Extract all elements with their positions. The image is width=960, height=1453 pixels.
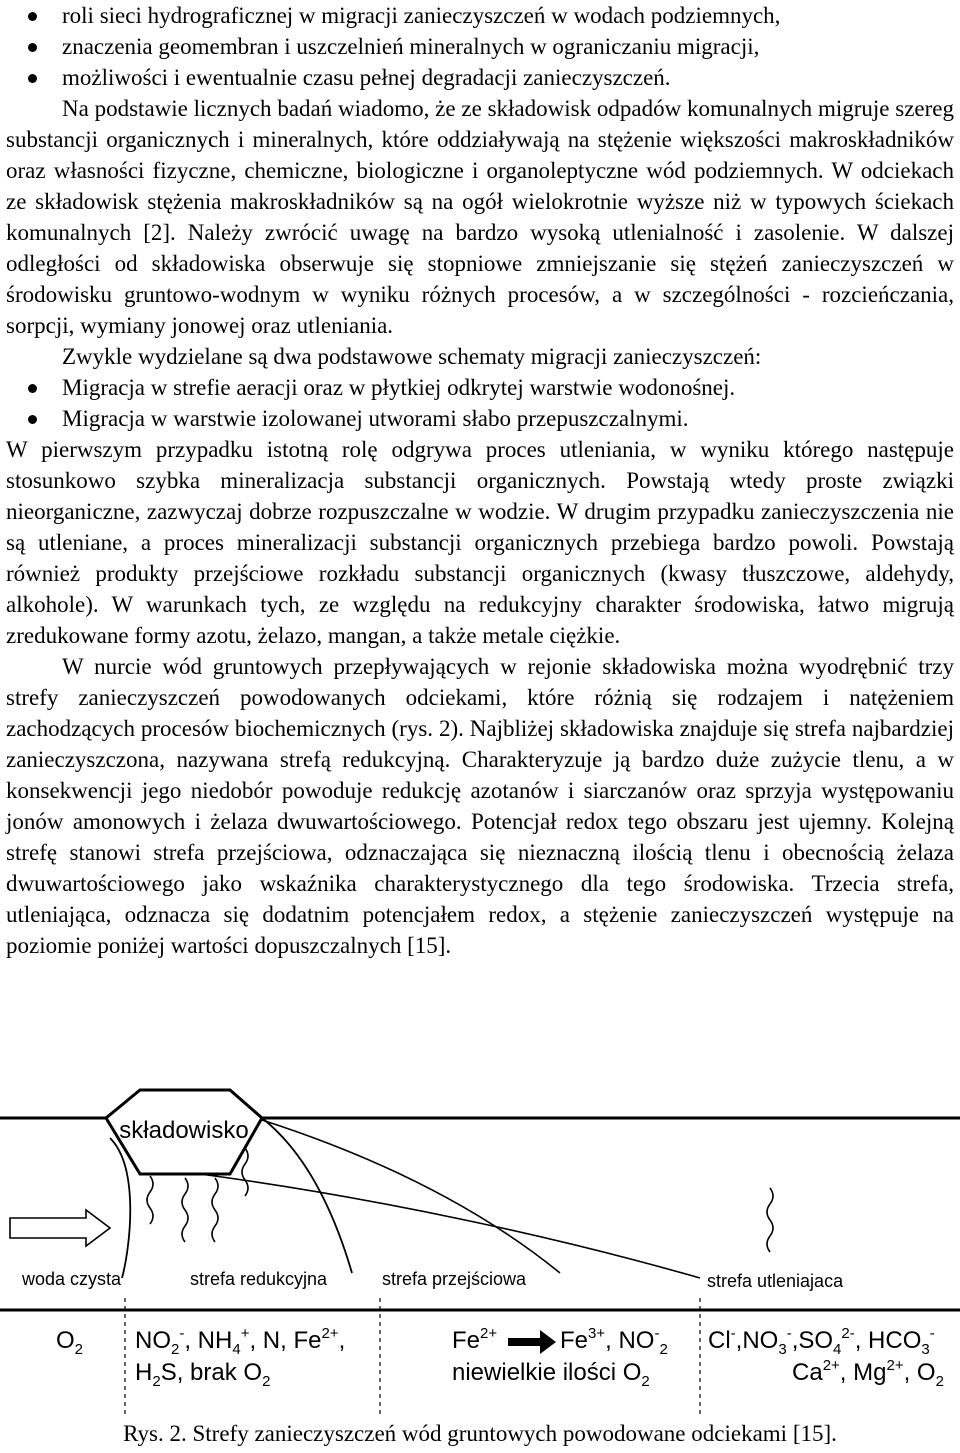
- landfill-label: składowisko: [119, 1117, 249, 1144]
- chem-reduction-line-1: $NO_2^-$, $NH_4^+$, N, $Fe^{2+}$,: [135, 1325, 346, 1358]
- top-bullet-list: [6, 0, 954, 93]
- text-block: [6, 0, 954, 961]
- leachate-wave-4: [242, 1148, 248, 1196]
- figure-caption: Rys. 2. Strefy zanieczyszczeń wód gruntowych powodowane odciekami [15].: [123, 1421, 837, 1446]
- bullet-icon: [28, 415, 37, 424]
- chem-oxidation-line-1: $Cl^-,NO_3^-,SO_4^{2-}$, $HCO_3^-$: [708, 1325, 935, 1358]
- chem-reduction-line-2: $H_2S$, brak $O_2$: [135, 1359, 271, 1390]
- chem-transition-note: niewielkie ilości $O_2$: [452, 1359, 650, 1390]
- chem-clean: $O_2$: [56, 1327, 84, 1358]
- zone-label-transition: strefa przejściowa: [382, 1269, 527, 1289]
- chem-transition-fe2: $Fe^{2+}$: [452, 1325, 498, 1354]
- bullet-icon: [28, 12, 37, 21]
- zone-label-clean: woda czysta: [22, 1269, 122, 1289]
- zones-diagram: [0, 1088, 960, 1418]
- list-item: Migracja w strefie aeracji oraz w płytkiej odkrytej warstwie wodonośnej.: [6, 372, 954, 403]
- plume-boundary-1: [110, 1138, 130, 1278]
- leachate-wave-3: [212, 1178, 218, 1242]
- zone-label-reduction: strefa redukcyjna: [190, 1269, 328, 1289]
- list-item: roli sieci hydrograficznej w migracji zanieczyszczeń w wodach podziemnych,: [6, 0, 954, 31]
- figure-zones-diagram: [0, 1088, 960, 1418]
- oxidation-arrow-icon: [508, 1330, 556, 1354]
- leachate-wave-2: [182, 1178, 188, 1242]
- leachate-wave-1: [147, 1176, 153, 1224]
- groundwater-flow-arrow-icon: [10, 1210, 110, 1246]
- leachate-wave-5: [767, 1188, 773, 1252]
- paragraph-2: Zwykle wydzielane są dwa podstawowe schematy migracji zanieczyszczeń:: [62, 344, 762, 369]
- plume-boundary-3: [262, 1120, 560, 1273]
- chem-oxidation-line-2: $Ca^{2+}$, $Mg^{2+}$, $O_2$: [792, 1357, 944, 1390]
- plume-boundary-4: [200, 1174, 700, 1278]
- paragraph-4: W nurcie wód gruntowych przepływających w rejonie składowiska można wyodrębnić trzy strefy zanieczyszczeń powodowanych odciekami, które różnią się rodzajem i natężeniem zachodzących procesów biochemicznych (rys. 2). Najbliżej składowiska znajduje się strefa najbardziej zanieczyszczona, nazywana strefą redukcyjną. Charakteryzuje ją bardzo duże zużycie tlenu, a w konsekwencji jego niedobór powoduje redukcję azotanów i siarczanów oraz sprzyja występowaniu jonów amonowych i żelaza dwuwartościowego. Potencjał redox tego obszaru jest ujemny. Kolejną strefę stanowi strefa przejściowa, odznaczająca się nieznaczną ilością tlenu i obecnością żelaza dwuwartościowego jako wskaźnika charakterystycznego dla tego środowiska. Trzecia strefa, utleniająca, odznacza się dodatnim potencjałem redox, a stężenie zanieczyszczeń występuje na poziomie poniżej wartości dopuszczalnych [15].: [6, 654, 954, 958]
- list-item: Migracja w warstwie izolowanej utworami słabo przepuszczalnymi.: [6, 403, 954, 434]
- paragraph-3: W pierwszym przypadku istotną rolę odgrywa proces utleniania, w wyniku którego następuje stosunkowo szybka mineralizacja substancji organicznych. Powstają wtedy proste związki nieorganiczne, zazwyczaj dobrze rozpuszczalne w wodzie. W drugim przypadku zanieczyszczenia nie są utleniane, a proces mineralizacji substancji organicznych przebiega bardzo powoli. Powstają również produkty przejściowe rozkładu substancji organicznych (kwasy tłuszczowe, aldehydy, alkohole). W warunkach tych, ze względu na redukcyjny charakter środowiska, łatwo migrują zredukowane formy azotu, żelazo, mangan, a także metale ciężkie.: [6, 437, 954, 648]
- bullet-icon: [28, 43, 37, 52]
- zone-label-oxidation: strefa utleniajaca: [707, 1271, 844, 1291]
- chem-transition-fe3: $Fe^{3+}$, $NO^-_2$: [560, 1325, 668, 1358]
- bullet-icon: [28, 384, 37, 393]
- bullet-icon: [28, 74, 37, 83]
- mid-bullet-list: [6, 372, 954, 434]
- paragraph-1: Na podstawie licznych badań wiadomo, że ze składowisk odpadów komunalnych migruje szereg substancji organicznych i mineralnych, które oddziaływają na stężenie większości makroskładników oraz własności fizyczne, chemiczne, biologiczne i organoleptyczne wód podziemnych. W odciekach ze składowisk stężenia makroskładników są na ogół wielokrotnie wyższe niż w typowych ściekach komunalnych [2]. Należy zwrócić uwagę na bardzo wysoką utlenialność i zasolenie. W dalszej odległości od składowiska obserwuje się stopniowe zmniejszanie się stężeń zanieczyszczeń w środowisku gruntowo-wodnym w wyniku różnych procesów, a w szczególności - rozcieńczania, sorpcji, wymiany jonowej oraz utleniania.: [6, 96, 954, 338]
- list-item: możliwości i ewentualnie czasu pełnej degradacji zanieczyszczeń.: [6, 62, 954, 93]
- list-item: znaczenia geomembran i uszczelnień mineralnych w ograniczaniu migracji,: [6, 31, 954, 62]
